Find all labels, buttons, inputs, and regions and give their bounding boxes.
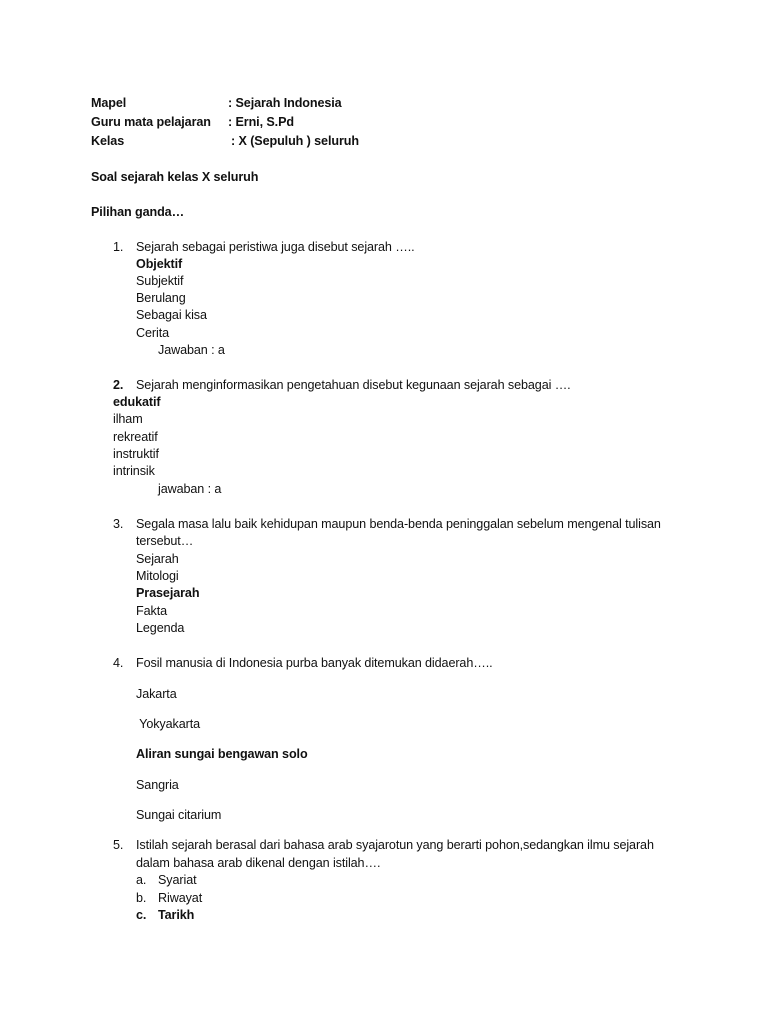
q3-option: Fakta: [136, 604, 167, 618]
q1-number: 1.: [113, 240, 124, 254]
q5-number: 5.: [113, 838, 124, 852]
q2-option: intrinsik: [113, 464, 155, 478]
q1-option: Berulang: [136, 291, 186, 305]
document-subtitle: Soal sejarah kelas X seluruh: [91, 170, 259, 184]
q2-answer: jawaban : a: [158, 482, 222, 496]
q5-text-line2: dalam bahasa arab dikenal dengan istilah….: [136, 856, 381, 870]
q3-text-line2: tersebut…: [136, 534, 194, 548]
q3-option: Sejarah: [136, 552, 179, 566]
kelas-label: Kelas: [91, 134, 125, 148]
q5-option-text: Tarikh: [158, 908, 195, 922]
q4-option: Yokyakarta: [136, 717, 201, 731]
q5-option-text: Syariat: [158, 873, 197, 887]
q3-option: Legenda: [136, 621, 185, 635]
q4-option: Sangria: [136, 778, 179, 792]
q5-option-letter: b.: [136, 891, 147, 905]
guru-value: : Erni, S.Pd: [228, 115, 294, 129]
q2-option: edukatif: [113, 395, 161, 409]
mapel-label: Mapel: [91, 96, 127, 110]
q5-option-text: Riwayat: [158, 891, 203, 905]
q1-option: Cerita: [136, 326, 169, 340]
section-title: Pilihan ganda…: [91, 205, 185, 219]
q1-answer: Jawaban : a: [158, 343, 225, 357]
q3-option: Prasejarah: [136, 586, 200, 600]
mapel-value: : Sejarah Indonesia: [228, 96, 342, 110]
q2-option: ilham: [113, 412, 143, 426]
q2-number: 2.: [113, 378, 124, 392]
kelas-value: : X (Sepuluh ) seluruh: [231, 134, 359, 148]
guru-label: Guru mata pelajaran: [91, 115, 211, 129]
q4-text: Fosil manusia di Indonesia purba banyak ditemukan didaerah…..: [136, 656, 493, 670]
q1-text: Sejarah sebagai peristiwa juga disebut sejarah …..: [136, 240, 415, 254]
q1-option: Subjektif: [136, 274, 184, 288]
q5-option-letter: a.: [136, 873, 147, 887]
q4-option: Sungai citarium: [136, 808, 222, 822]
q4-option: Jakarta: [136, 687, 177, 701]
q4-option: Aliran sungai bengawan solo: [136, 747, 308, 761]
q5-option-letter: c.: [136, 908, 147, 922]
q3-option: Mitologi: [136, 569, 179, 583]
q2-option: instruktif: [113, 447, 159, 461]
q2-text: Sejarah menginformasikan pengetahuan disebut kegunaan sejarah sebagai ….: [136, 378, 571, 392]
q3-number: 3.: [113, 517, 124, 531]
q1-option: Sebagai kisa: [136, 308, 207, 322]
q3-text-line1: Segala masa lalu baik kehidupan maupun benda-benda peninggalan sebelum mengenal tulisan: [136, 517, 661, 531]
q4-number: 4.: [113, 656, 124, 670]
q1-option: Objektif: [136, 257, 183, 271]
q2-option: rekreatif: [113, 430, 158, 444]
q5-text-line1: Istilah sejarah berasal dari bahasa arab syajarotun yang berarti pohon,sedangkan ilmu sejarah: [136, 838, 654, 852]
